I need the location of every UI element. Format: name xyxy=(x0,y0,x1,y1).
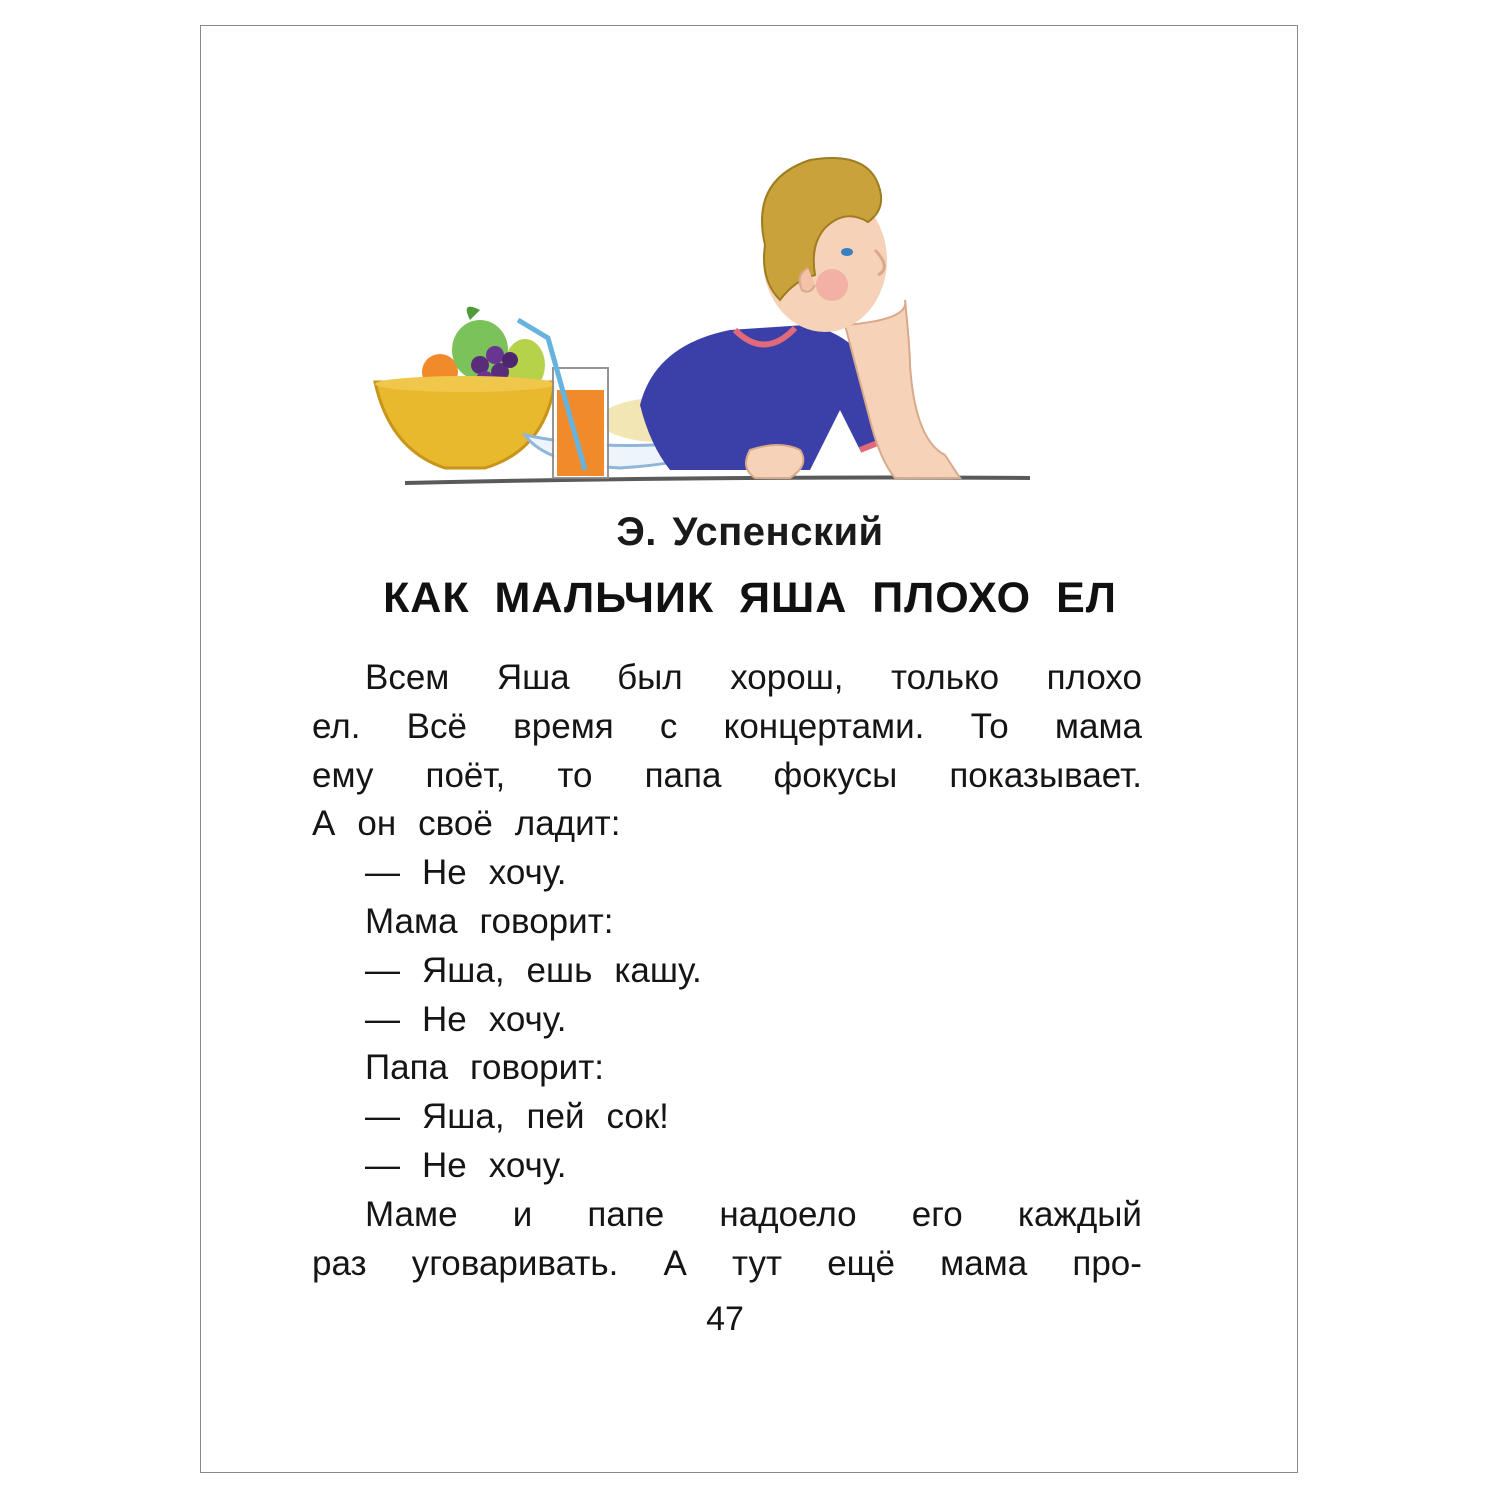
text-line xyxy=(312,947,1142,996)
word: мама xyxy=(1054,706,1142,746)
text-line xyxy=(312,996,1142,1045)
word: уговаривать. xyxy=(411,1243,619,1283)
word: показывает. xyxy=(949,755,1142,795)
text-line xyxy=(312,1191,1142,1240)
word: — xyxy=(365,999,400,1039)
word: Всем xyxy=(365,658,450,697)
word: Не xyxy=(422,999,467,1039)
apple-leaf xyxy=(467,307,480,320)
text-line xyxy=(312,849,1142,898)
word: Маме xyxy=(365,1194,458,1234)
word: говорит: xyxy=(479,901,614,941)
word: А xyxy=(663,1243,687,1283)
word: мама xyxy=(940,1243,1028,1283)
word: был xyxy=(617,658,683,697)
boy-hand xyxy=(746,445,803,478)
word: Яша, xyxy=(422,950,505,990)
word: ему xyxy=(312,755,374,795)
word: поёт, xyxy=(425,755,506,795)
boy-at-table-illustration xyxy=(370,150,1040,495)
word: — xyxy=(365,1097,400,1137)
text-line xyxy=(312,703,1142,752)
word: — xyxy=(365,853,400,893)
word: раз xyxy=(312,1243,367,1283)
word: пей xyxy=(526,1097,585,1137)
word: кашу. xyxy=(614,950,702,990)
text-line xyxy=(312,1240,1142,1289)
word: время xyxy=(513,706,614,746)
word: Всё xyxy=(406,706,467,746)
word: папе xyxy=(587,1194,665,1234)
word: То xyxy=(970,706,1009,746)
word: только xyxy=(890,658,1000,697)
word: тут xyxy=(732,1243,783,1283)
word: ещё xyxy=(827,1243,895,1283)
page-number: 47 xyxy=(706,1300,744,1338)
word: сок! xyxy=(606,1097,669,1137)
word: папа xyxy=(644,755,722,795)
word: Яша xyxy=(496,658,570,697)
story-title: КАК МАЛЬЧИК ЯША ПЛОХО ЕЛ xyxy=(383,574,1117,622)
word: говорит: xyxy=(470,1048,604,1088)
word: хочу. xyxy=(488,1145,567,1185)
word: концертами. xyxy=(723,706,925,746)
text-line xyxy=(312,752,1142,801)
word: надоело xyxy=(719,1194,857,1234)
word: хочу. xyxy=(488,999,567,1039)
word: ешь xyxy=(526,950,593,990)
story-text xyxy=(312,654,1142,1288)
word: ел. xyxy=(312,706,361,746)
word: плохо xyxy=(1046,658,1142,697)
text-line xyxy=(312,1142,1142,1191)
word: хочу. xyxy=(488,853,567,893)
word: Не xyxy=(422,1145,467,1185)
text-line xyxy=(312,1093,1142,1142)
word: каждый xyxy=(1017,1194,1142,1234)
fruit-bowl xyxy=(375,382,555,468)
word: — xyxy=(365,1145,400,1185)
word: Яша, xyxy=(422,1097,505,1137)
word: — xyxy=(365,950,400,990)
boy-cheek xyxy=(816,269,848,301)
word: с xyxy=(659,706,678,746)
word: то xyxy=(557,755,593,795)
word: Мама xyxy=(365,901,458,941)
text-line xyxy=(312,654,1142,703)
word: его xyxy=(911,1194,963,1234)
word: своё xyxy=(418,804,493,844)
word: про- xyxy=(1072,1243,1142,1283)
author-name: Э. Успенский xyxy=(616,510,884,554)
boy-eye xyxy=(841,248,853,256)
word: А xyxy=(312,804,336,844)
word: Не xyxy=(422,853,467,893)
word: и xyxy=(512,1194,533,1234)
text-line xyxy=(312,1044,1142,1093)
text-line xyxy=(312,898,1142,947)
word: хорош, xyxy=(730,658,844,697)
word: ладит: xyxy=(514,804,621,844)
word: фокусы xyxy=(773,755,898,795)
text-line xyxy=(312,800,1142,849)
word: Папа xyxy=(365,1048,449,1088)
word: он xyxy=(357,804,397,844)
